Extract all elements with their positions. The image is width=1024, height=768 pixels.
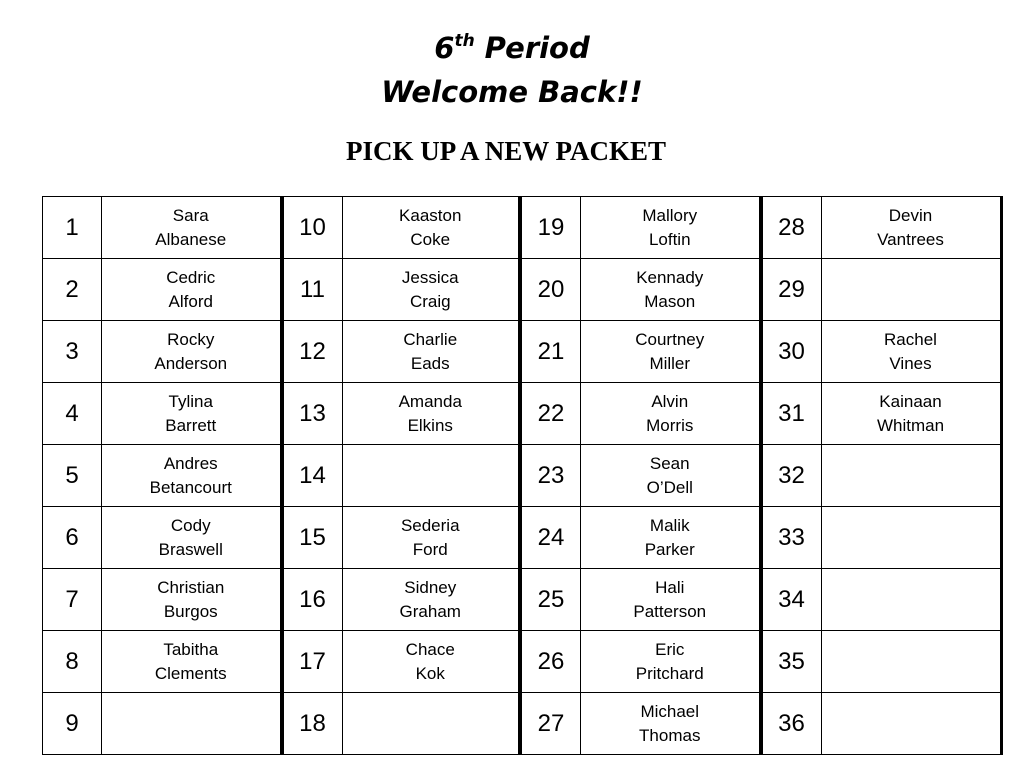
seat-number: 35 <box>761 631 822 693</box>
student-first-name: Devin <box>888 205 933 225</box>
seat-number: 12 <box>282 321 343 383</box>
seat-number: 4 <box>43 383 102 445</box>
student-name-cell <box>342 631 520 693</box>
title-word: Period <box>484 31 590 65</box>
student-name-cell <box>342 693 520 755</box>
seat-number: 32 <box>761 445 822 507</box>
student-first-name: Tabitha <box>163 639 219 659</box>
seat-number: 28 <box>761 197 822 259</box>
student-first-name: Hali <box>655 577 685 597</box>
student-name-cell <box>102 631 282 693</box>
student-name-cell <box>821 569 1001 631</box>
page-title-welcome: Welcome Back!! <box>381 75 643 109</box>
seat-number: 3 <box>43 321 102 383</box>
student-last-name: Ford <box>412 539 448 559</box>
student-name-cell <box>102 507 282 569</box>
student-name-cell <box>821 507 1001 569</box>
student-name-cell <box>581 197 761 259</box>
student-first-name: Sara <box>172 205 209 225</box>
seat-number: 9 <box>43 693 102 755</box>
student-first-name: Tylina <box>168 391 213 411</box>
student-last-name: Vantrees <box>877 229 944 249</box>
seat-number: 15 <box>282 507 343 569</box>
student-name-cell <box>581 321 761 383</box>
student-last-name: Parker <box>644 539 695 559</box>
student-first-name: Mallory <box>642 205 698 225</box>
student-name-cell <box>821 321 1001 383</box>
seat-number: 16 <box>282 569 343 631</box>
student-last-name: Albanese <box>155 229 227 249</box>
seat-number: 14 <box>282 445 343 507</box>
seat-number: 19 <box>520 197 581 259</box>
student-name-cell <box>102 321 282 383</box>
seat-number: 1 <box>43 197 102 259</box>
student-name-cell <box>821 383 1001 445</box>
student-first-name: Cody <box>170 515 211 535</box>
student-name-cell <box>581 631 761 693</box>
student-first-name: Charlie <box>403 329 458 349</box>
student-last-name: Barrett <box>165 415 217 435</box>
student-first-name: Alvin <box>651 391 689 411</box>
seat-number: 26 <box>520 631 581 693</box>
table-row <box>43 259 1002 321</box>
student-last-name: Craig <box>409 291 451 311</box>
student-first-name: Chace <box>405 639 455 659</box>
student-name-cell <box>821 197 1001 259</box>
student-last-name: Elkins <box>407 415 453 435</box>
student-first-name: Rocky <box>167 329 215 349</box>
student-first-name: Kennady <box>636 267 704 287</box>
seating-chart-table <box>42 196 1003 755</box>
table-row <box>43 445 1002 507</box>
student-first-name: Malik <box>649 515 690 535</box>
student-name-cell <box>581 445 761 507</box>
student-last-name: Thomas <box>639 725 701 745</box>
student-name-cell <box>581 259 761 321</box>
seat-number: 2 <box>43 259 102 321</box>
student-first-name: Kaaston <box>399 205 462 225</box>
student-first-name: Andres <box>163 453 218 473</box>
student-name-cell <box>342 383 520 445</box>
student-first-name: Sidney <box>404 577 457 597</box>
title-suffix: th <box>454 31 475 51</box>
student-name-cell <box>102 445 282 507</box>
student-last-name: Braswell <box>158 539 223 559</box>
table-row <box>43 197 1002 259</box>
student-last-name: Alford <box>168 291 213 311</box>
student-name-cell <box>342 259 520 321</box>
student-last-name: Pritchard <box>635 663 704 683</box>
seat-number: 29 <box>761 259 822 321</box>
seat-number: 22 <box>520 383 581 445</box>
student-name-cell <box>581 507 761 569</box>
student-last-name: Graham <box>399 601 461 621</box>
student-first-name: Sederia <box>400 515 460 535</box>
title-number: 6 <box>434 31 455 65</box>
table-row <box>43 507 1002 569</box>
seat-number: 36 <box>761 693 822 755</box>
seat-number: 25 <box>520 569 581 631</box>
student-last-name: Clements <box>154 663 227 683</box>
student-first-name: Amanda <box>398 391 462 411</box>
student-name-cell <box>581 569 761 631</box>
seat-number: 11 <box>282 259 343 321</box>
student-last-name: Burgos <box>163 601 218 621</box>
student-name-cell <box>821 631 1001 693</box>
student-first-name: Christian <box>157 577 225 597</box>
student-name-cell <box>102 693 282 755</box>
seat-number: 17 <box>282 631 343 693</box>
seat-number: 21 <box>520 321 581 383</box>
student-last-name: O’Dell <box>646 477 693 497</box>
seat-number: 24 <box>520 507 581 569</box>
student-name-cell <box>342 445 520 507</box>
student-last-name: Anderson <box>154 353 228 373</box>
student-last-name: Miller <box>649 353 691 373</box>
student-name-cell <box>821 445 1001 507</box>
student-first-name: Michael <box>640 701 700 721</box>
student-name-cell <box>102 383 282 445</box>
seat-number: 27 <box>520 693 581 755</box>
page-subtitle: PICK UP A NEW PACKET <box>345 136 667 166</box>
student-name-cell <box>102 259 282 321</box>
student-first-name: Eric <box>655 639 685 659</box>
seat-number: 33 <box>761 507 822 569</box>
student-first-name: Cedric <box>166 267 216 287</box>
student-first-name: Rachel <box>884 329 937 349</box>
table-row <box>43 383 1002 445</box>
table-row <box>43 693 1002 755</box>
table-row <box>43 321 1002 383</box>
seat-number: 30 <box>761 321 822 383</box>
student-last-name: Whitman <box>876 415 945 435</box>
seat-number: 31 <box>761 383 822 445</box>
student-first-name: Courtney <box>635 329 705 349</box>
seat-number: 7 <box>43 569 102 631</box>
student-last-name: Betancourt <box>149 477 232 497</box>
student-first-name: Sean <box>649 453 690 473</box>
student-last-name: Eads <box>410 353 450 373</box>
seat-number: 8 <box>43 631 102 693</box>
student-name-cell <box>821 693 1001 755</box>
seat-number: 13 <box>282 383 343 445</box>
seat-number: 10 <box>282 197 343 259</box>
student-name-cell <box>821 259 1001 321</box>
seat-number: 23 <box>520 445 581 507</box>
student-first-name: Jessica <box>401 267 459 287</box>
student-name-cell <box>102 569 282 631</box>
student-name-cell <box>581 693 761 755</box>
table-row <box>43 631 1002 693</box>
student-name-cell <box>342 569 520 631</box>
page-title-period <box>0 31 1024 65</box>
table-row <box>43 569 1002 631</box>
student-last-name: Kok <box>415 663 445 683</box>
student-last-name: Mason <box>644 291 696 311</box>
seat-number: 20 <box>520 259 581 321</box>
student-name-cell <box>342 321 520 383</box>
student-last-name: Patterson <box>633 601 707 621</box>
student-last-name: Morris <box>646 415 694 435</box>
seat-number: 18 <box>282 693 343 755</box>
seat-number: 6 <box>43 507 102 569</box>
student-first-name: Kainaan <box>879 391 942 411</box>
student-last-name: Vines <box>889 353 932 373</box>
student-last-name: Coke <box>410 229 451 249</box>
seat-number: 5 <box>43 445 102 507</box>
student-name-cell <box>581 383 761 445</box>
seat-number: 34 <box>761 569 822 631</box>
student-name-cell <box>342 507 520 569</box>
student-name-cell <box>102 197 282 259</box>
student-last-name: Loftin <box>648 229 691 249</box>
student-name-cell <box>342 197 520 259</box>
